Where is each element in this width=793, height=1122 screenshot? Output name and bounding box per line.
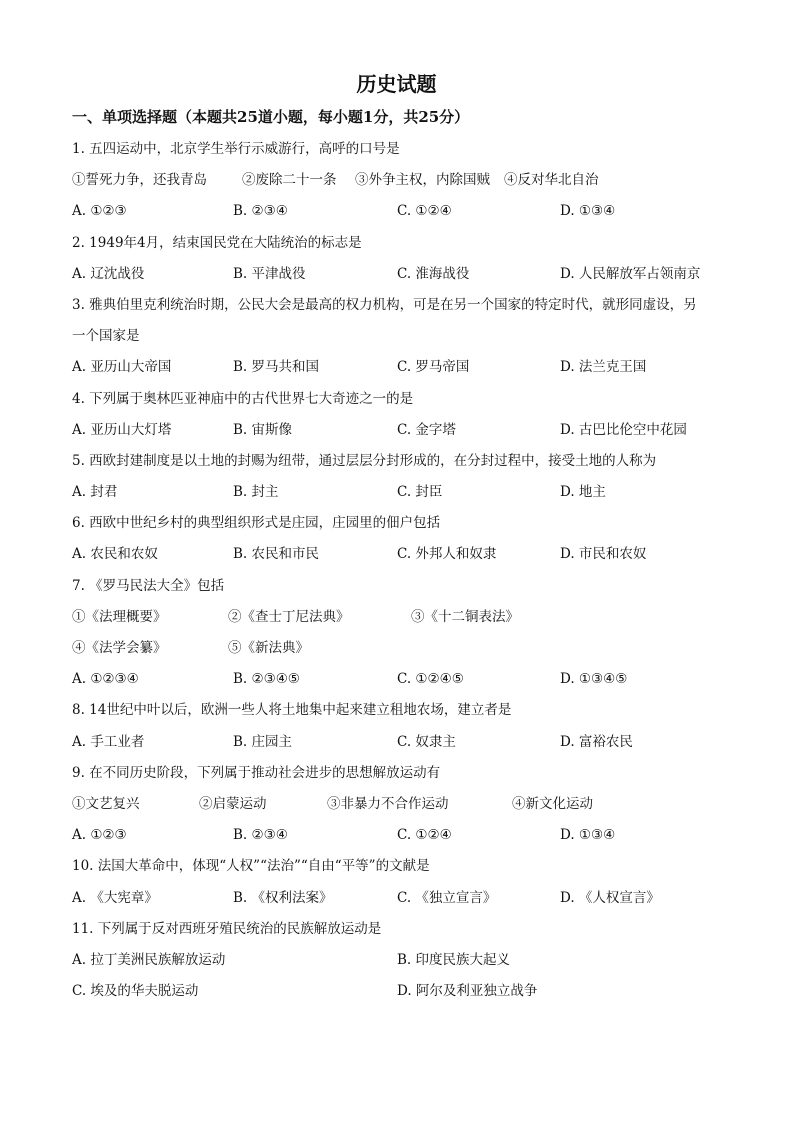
answer-option: A. ①②③④ [72, 671, 139, 688]
statement-item: ①文艺复兴 [72, 795, 140, 812]
options-row [72, 259, 752, 290]
answer-option: D. 法兰克王国 [560, 359, 647, 376]
answer-option: A. 亚历山大帝国 [72, 359, 172, 376]
answer-option: B. ②③④ [233, 827, 288, 844]
question-stem [72, 446, 752, 477]
stem-text: 7. 《罗马民法大全》包括 [72, 577, 225, 594]
question-stem [72, 695, 752, 726]
statement-row [72, 165, 752, 196]
answer-option: C. 淮海战役 [397, 265, 470, 282]
statement-item: ④反对华北自治 [504, 172, 599, 189]
stem-text: 11. 下列属于反对西班牙殖民统治的民族解放运动是 [72, 920, 382, 937]
options-row [72, 945, 752, 976]
answer-option: D. 古巴比伦空中花园 [560, 421, 687, 438]
stem-text: 一个国家是 [72, 328, 140, 345]
question-stem [72, 134, 752, 165]
answer-option: C. ①②④ [397, 827, 452, 844]
options-row [72, 976, 752, 1007]
answer-option: B. 平津战役 [233, 265, 306, 282]
stem-text: 8. 14世纪中叶以后，欧洲一些人将土地集中起来建立租地农场，建立者是 [72, 702, 512, 719]
statement-item: ②启蒙运动 [199, 795, 267, 812]
statement-item: ①《法理概要》 [72, 608, 167, 625]
answer-option: B. ②③④ [233, 203, 288, 220]
question-stem [72, 290, 752, 321]
stem-text: 1. 五四运动中，北京学生举行示威游行，高呼的口号是 [72, 141, 400, 157]
answer-option: B. 庄园主 [233, 733, 293, 750]
answer-option: B. 罗马共和国 [233, 359, 320, 376]
question-stem [72, 571, 752, 602]
options-row [72, 196, 752, 227]
answer-option: C. 外邦人和奴隶 [397, 546, 497, 563]
question-stem [72, 384, 752, 415]
answer-option: B. ②③④⑤ [233, 671, 300, 688]
answer-option: C. 封臣 [397, 484, 443, 501]
section-heading: 一、单项选择题（本题共25道小题，每小题1分，共25分） [72, 108, 470, 126]
answer-option: B. 印度民族大起义 [397, 951, 511, 968]
answer-option: B. 宙斯像 [233, 421, 293, 438]
answer-option: D. 富裕农民 [560, 733, 633, 750]
answer-option: D. ①③④ [560, 827, 616, 844]
answer-option: A. ①②③ [72, 827, 127, 844]
question-stem [72, 914, 752, 945]
stem-text: 9. 在不同历史阶段，下列属于推动社会进步的思想解放运动有 [72, 764, 441, 781]
question-stem [72, 321, 752, 352]
stem-text: 10. 法国大革命中，体现“人权”“法治”“自由“平等”的文献是 [72, 858, 430, 875]
stem-text: 4. 下列属于奥林匹亚神庙中的古代世界七大奇迹之一的是 [72, 390, 414, 407]
answer-option: A. 拉丁美洲民族解放运动 [72, 951, 226, 968]
options-row [72, 883, 752, 914]
answer-option: C. 《独立宣言》 [397, 889, 497, 906]
answer-option: D. ①③④⑤ [560, 671, 628, 688]
statement-item: ④新文化运动 [512, 795, 593, 812]
statement-row [72, 633, 752, 664]
statement-row [72, 789, 752, 820]
statement-item: ⑤《新法典》 [228, 640, 309, 656]
answer-option: A. 亚历山大灯塔 [72, 421, 172, 438]
answer-option: C. ①②④⑤ [397, 671, 464, 688]
answer-option: D. ①③④ [560, 203, 616, 220]
question-stem [72, 758, 752, 789]
answer-option: C. 埃及的华夫脱运动 [72, 983, 199, 1000]
statement-item: ③《十二铜表法》 [411, 608, 519, 625]
question-stem [72, 228, 752, 259]
stem-text: 3. 雅典伯里克利统治时期，公民大会是最高的权力机构，可是在另一个国家的特定时代，就形同虚设，另 [72, 296, 697, 313]
statement-item: ③非暴力不合作运动 [327, 795, 449, 812]
statement-row [72, 602, 752, 633]
answer-option: B. 《权利法案》 [233, 889, 333, 906]
options-row [72, 415, 752, 446]
answer-option: B. 封主 [233, 484, 279, 501]
answer-option: A. 手工业者 [72, 733, 145, 750]
answer-option: B. 农民和市民 [233, 546, 320, 563]
answer-option: C. 奴隶主 [397, 733, 456, 750]
stem-text: 5. 西欧封建制度是以土地的封赐为纽带，通过层层分封形成的，在分封过程中，接受土地的人称为 [72, 452, 657, 469]
answer-option: D. 人民解放军占领南京 [560, 265, 701, 282]
question-stem [72, 851, 752, 882]
answer-option: D. 《人权宣言》 [560, 889, 660, 906]
stem-text: 6. 西欧中世纪乡村的典型组织形式是庄园，庄园里的佃户包括 [72, 515, 441, 532]
statement-item: ③外争主权，内除国贼 [355, 172, 490, 189]
statement-item: ①誓死力争，还我青岛 [72, 172, 207, 189]
answer-option: D. 地主 [560, 484, 606, 501]
statement-item: ②《查士丁尼法典》 [228, 608, 350, 625]
answer-option: C. ①②④ [397, 203, 452, 220]
answer-option: D. 市民和农奴 [560, 546, 647, 563]
stem-text: 2. 1949年4月，结束国民党在大陆统治的标志是 [72, 234, 362, 251]
answer-option: A. 农民和农奴 [72, 546, 158, 563]
answer-option: D. 阿尔及利亚独立战争 [397, 983, 538, 1000]
answer-option: A. 《大宪章》 [72, 889, 158, 906]
options-row [72, 352, 752, 383]
answer-option: A. 封君 [72, 484, 118, 501]
question-stem [72, 508, 752, 539]
options-row [72, 539, 752, 570]
answer-option: A. ①②③ [72, 203, 127, 220]
page-title: 历史试题 [356, 72, 437, 96]
answer-option: C. 罗马帝国 [397, 359, 470, 376]
answer-option: A. 辽沈战役 [72, 265, 145, 282]
answer-option: C. 金字塔 [397, 421, 456, 438]
options-row [72, 477, 752, 508]
statement-item: ②废除二十一条 [242, 172, 337, 189]
options-row [72, 820, 752, 851]
options-row [72, 664, 752, 695]
question-list [72, 134, 752, 1007]
options-row [72, 727, 752, 758]
statement-item: ④《法学会纂》 [72, 640, 167, 656]
